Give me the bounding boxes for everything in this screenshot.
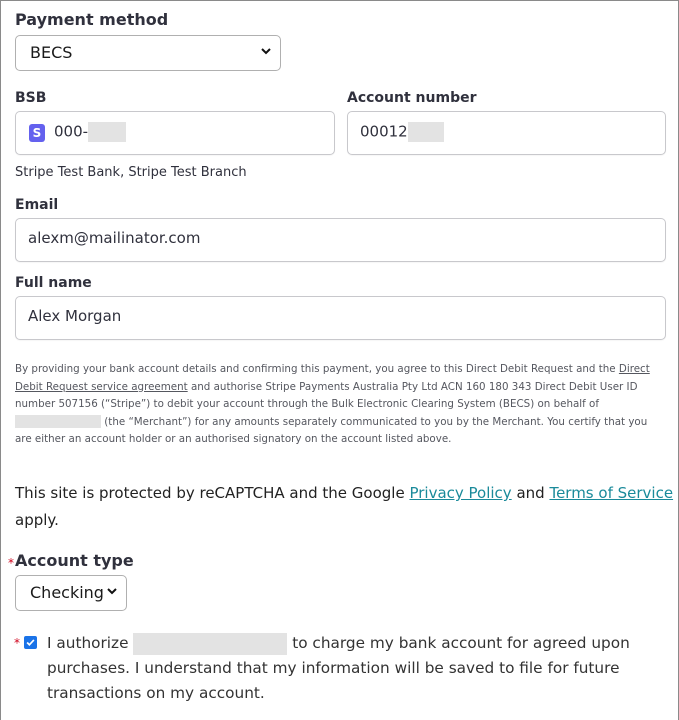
redacted-merchant-name: [133, 633, 287, 655]
account-number-value-group: [360, 122, 444, 142]
recaptcha-notice: [15, 480, 675, 534]
required-asterisk: *: [14, 636, 20, 650]
ddr-service-agreement-link[interactable]: Direct Debit Request service agreement: [15, 363, 650, 393]
mandate-text-part: (the “Merchant”) for any amounts separately communicated to you by the Merchant. You certify that you are either an account holder or an authorised signatory on the account listed above.: [15, 415, 648, 445]
bsb-field[interactable]: [15, 111, 335, 155]
recaptcha-text-part: This site is protected by reCAPTCHA and the Google: [15, 484, 410, 502]
mandate-text: [15, 361, 665, 449]
payment-method-select[interactable]: [15, 35, 281, 71]
redacted-block: [88, 122, 126, 142]
redacted-block: [408, 122, 444, 142]
account-type-label: Account type: [15, 551, 134, 570]
email-value: alexm@mailinator.com: [28, 229, 201, 247]
full-name-value: Alex Morgan: [28, 307, 122, 325]
stripe-icon: S: [29, 124, 45, 142]
redacted-merchant-name: [15, 415, 101, 428]
account-number-label: Account number: [347, 90, 477, 106]
account-number-field[interactable]: [347, 111, 666, 155]
terms-of-service-link[interactable]: Terms of Service: [549, 484, 674, 502]
authorize-text-part: to charge my bank account for agreed upon purchases. I understand that my information will be saved to file for future transactions on my account.: [47, 634, 630, 702]
checkmark-icon: [25, 637, 36, 648]
mandate-text-part: and authorise Stripe Payments Australia Pty Ltd ACN 160 180 343 Direct Debit User ID number 507156 (“Stripe”) to debit your account through the Bulk Electronic Clearing System (BECS) on behalf of: [15, 380, 638, 410]
privacy-policy-link[interactable]: Privacy Policy: [409, 484, 512, 502]
payment-method-label: Payment method: [15, 10, 169, 29]
recaptcha-text-part: apply.: [15, 511, 59, 529]
chevron-down-icon: [106, 585, 118, 597]
bsb-value-group: [54, 122, 126, 142]
account-number-value: 00012: [360, 122, 408, 141]
required-asterisk: *: [8, 556, 14, 570]
email-label: Email: [15, 197, 59, 213]
mandate-text-part: By providing your bank account details and confirming this payment, you agree to this Direct Debit Request and the: [15, 363, 619, 375]
chevron-down-icon: [260, 45, 272, 57]
authorize-text: [47, 631, 647, 706]
payment-method-value: BECS: [30, 43, 73, 62]
bsb-label: BSB: [15, 90, 47, 106]
account-type-value: Checking: [30, 583, 104, 602]
recaptcha-text-part: and: [511, 484, 550, 502]
email-field[interactable]: [15, 218, 666, 262]
bsb-value: 000-: [54, 122, 89, 141]
full-name-field[interactable]: [15, 296, 666, 340]
authorize-checkbox[interactable]: [24, 636, 37, 649]
bank-name-text: Stripe Test Bank, Stripe Test Branch: [15, 165, 247, 180]
account-type-select[interactable]: [15, 575, 127, 611]
authorize-text-part: I authorize: [47, 634, 134, 652]
full-name-label: Full name: [15, 275, 92, 291]
